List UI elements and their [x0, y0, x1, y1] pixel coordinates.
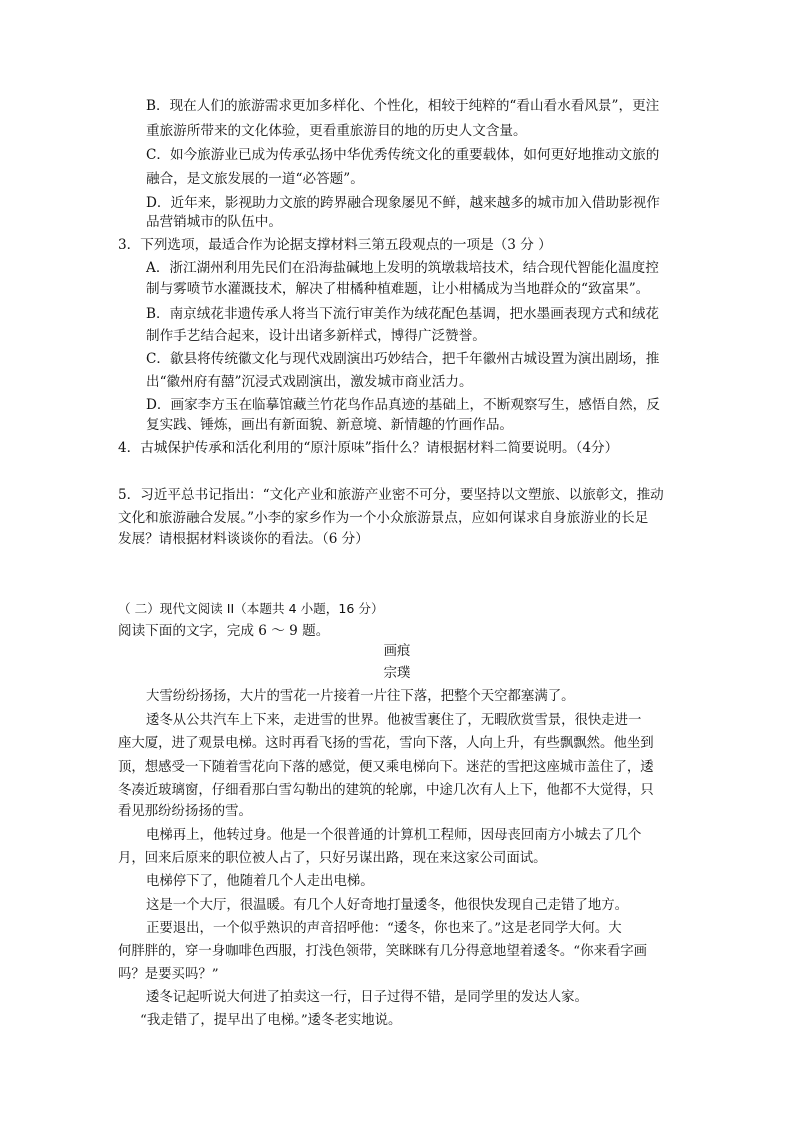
- story-line: 看见那纷纷扬扬的雪。: [118, 804, 252, 819]
- q3-option-b-line2: 制作手艺结合起来，设计出诸多新样式，博得广泛赞誉。: [146, 328, 486, 344]
- story-line: 何胖胖的，穿一身咖啡色西服，打浅色领带，笑眯眯有几分得意地望着逶冬。“你来看字画: [118, 944, 648, 959]
- q3-option-d-line2: 复实践、锤炼，画出有新面貌、新意境、新情趣的竹画作品。: [146, 417, 514, 433]
- q3-option-c-line1: C．歙县将传统徽文化与现代戏剧演出巧妙结合，把千年徽州古城设置为演出剧场，推: [146, 351, 660, 367]
- q2-option-c-line1: C．如今旅游业已成为传承弘扬中华优秀传统文化的重要载体，如何更好地推动文旅的: [146, 147, 660, 163]
- story-line: 电梯再上，他转过身。他是一个很普通的计算机工程师，因母丧回南方小城去了几个: [146, 828, 642, 843]
- story-line: 吗？是要买吗？”: [118, 967, 219, 982]
- q2-option-b-line2: 重旅游所带来的文化体验，更看重旅游目的地的历史人文含量。: [146, 123, 527, 139]
- story-line: 电梯停下了，他随着几个人走出电梯。: [146, 874, 374, 889]
- q3-option-a-line2: 制与雾喷节水灌溉技术，解决了柑橘种植难题，让小柑橘成为当地群众的“致富果”。: [146, 281, 650, 297]
- story-line: “我走错了，提早出了电梯。”逶冬老实地说。: [140, 1013, 402, 1028]
- q2-option-c-line2: 融合，是文旅发展的一道“必答题”。: [146, 171, 364, 187]
- q2-option-d-line2: 品营销城市的队伍中。: [146, 214, 282, 230]
- story-line: 顶，想感受一下随着雪花向下落的感觉，便又乘电梯向下。迷茫的雪把这座城市盖住了，逶: [118, 760, 654, 775]
- section2-instruction: 阅读下面的文字，完成 6 ～ 9 题。: [118, 623, 330, 639]
- q2-option-b-line1: B．现在人们的旅游需求更加多样化、个性化，相较于纯粹的“看山看水看风景”，更注: [146, 98, 660, 114]
- story-line: 冬凑近玻璃窗，仔细看那白雪勾勒出的建筑的轮廓，中途几次有人上下，他都不大觉得，只: [118, 783, 654, 798]
- section2-heading: （ 二）现代文阅读 II（本题共 4 小题，16 分）: [118, 601, 384, 616]
- q3-option-b-line1: B．南京绒花非遗传承人将当下流行审美作为绒花配色基调，把水墨画表现方式和绒花: [146, 306, 659, 322]
- story-line: 这是一个大厅，很温暖。有几个人好奇地打量逶冬，他很快发现自己走错了地方。: [146, 898, 629, 913]
- story-line: 逶冬记起听说大何进了拍卖这一行，日子过得不错，是同学里的发达人家。: [146, 990, 588, 1005]
- q5-line3: 发展？请根据材料谈谈你的看法。（6 分）: [118, 531, 369, 547]
- q4-stem: 4．古城保护传承和活化利用的“原汁原味”指什么？请根据材料二简要说明。（4分）: [118, 440, 619, 456]
- q3-stem: 3．下列选项，最适合作为论据支撑材料三第五段观点的一项是（3 分 ）: [118, 237, 552, 253]
- story-line: 座大厦，进了观景电梯。这时再看飞扬的雪花，雪向下落，人向上升，有些飘飘然。他坐到: [118, 736, 654, 751]
- q2-option-d-line1: D．近年来，影视助力文旅的跨界融合现象屡见不鲜，越来越多的城市加入借助影视作: [146, 195, 660, 211]
- story-line: 正要退出，一个似乎熟识的声音招呼他：“逶冬，你也来了。”这是老同学大何。大: [146, 921, 622, 936]
- story-line: 大雪纷纷扬扬，大片的雪花一片接着一片往下落，把整个天空都塞满了。: [146, 689, 575, 704]
- q3-option-c-line2: 出“徽州府有囍”沉浸式戏剧演出，激发城市商业活力。: [146, 374, 473, 390]
- q5-line2: 文化和旅游融合发展。”小李的家乡作为一个小众旅游景点，应如何谋求自身旅游业的长足: [118, 510, 649, 526]
- q5-line1: 5．习近平总书记指出：“文化产业和旅游产业密不可分，要坚持以文塑旅、以旅彰文，推动: [118, 487, 664, 503]
- q3-option-a-line1: A．浙江湖州利用先民们在沿海盐碱地上发明的筑墩栽培技术，结合现代智能化温度控: [146, 260, 659, 276]
- story-author: 宗璞: [383, 666, 411, 681]
- q3-option-d-line1: D．画家李方玉在临摹馆藏兰竹花鸟作品真迹的基础上，不断观察写生，感悟自然，反: [146, 397, 660, 413]
- story-title: 画痕: [383, 644, 411, 659]
- story-line: 逶冬从公共汽车上下来，走进雪的世界。他被雪裹住了，无暇欣赏雪景，很快走进一: [146, 713, 642, 728]
- story-line: 月，回来后原来的职位被人占了，只好另谋出路，现在来这家公司面试。: [118, 851, 547, 866]
